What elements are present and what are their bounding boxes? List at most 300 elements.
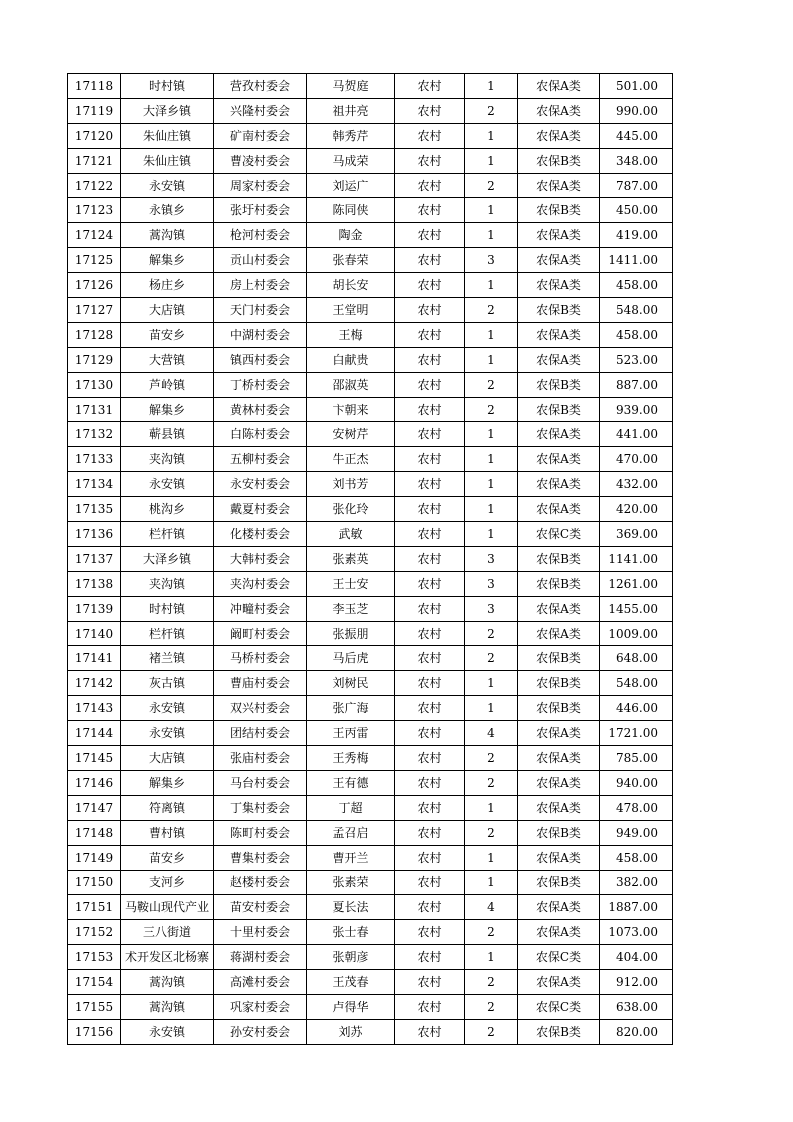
insurance-category-cell: 农保A类	[518, 273, 600, 298]
record-id-cell: 17146	[68, 770, 121, 795]
village-committee-cell: 永安村委会	[214, 472, 307, 497]
residence-type-cell: 农村	[395, 746, 465, 771]
amount-cell: 1261.00	[600, 571, 673, 596]
person-name-cell: 陈同侠	[307, 198, 395, 223]
person-name-cell: 马后虎	[307, 646, 395, 671]
record-id-cell: 17150	[68, 870, 121, 895]
record-id-cell: 17147	[68, 795, 121, 820]
table-row	[68, 596, 673, 621]
person-name-cell: 张广海	[307, 696, 395, 721]
amount-cell: 648.00	[600, 646, 673, 671]
record-id-cell: 17137	[68, 546, 121, 571]
insurance-category-cell: 农保A类	[518, 621, 600, 646]
town-cell: 褚兰镇	[121, 646, 214, 671]
village-committee-cell: 夹沟村委会	[214, 571, 307, 596]
record-id-cell: 17145	[68, 746, 121, 771]
person-name-cell: 丁超	[307, 795, 395, 820]
household-count-cell: 1	[465, 472, 518, 497]
household-count-cell: 2	[465, 1019, 518, 1044]
amount-cell: 939.00	[600, 397, 673, 422]
amount-cell: 1455.00	[600, 596, 673, 621]
table-row	[68, 970, 673, 995]
amount-cell: 458.00	[600, 845, 673, 870]
household-count-cell: 1	[465, 74, 518, 99]
record-id-cell: 17140	[68, 621, 121, 646]
record-id-cell: 17148	[68, 820, 121, 845]
village-committee-cell: 张庙村委会	[214, 746, 307, 771]
residence-type-cell: 农村	[395, 273, 465, 298]
residence-type-cell: 农村	[395, 970, 465, 995]
household-count-cell: 3	[465, 546, 518, 571]
residence-type-cell: 农村	[395, 994, 465, 1019]
residence-type-cell: 农村	[395, 770, 465, 795]
record-id-cell: 17118	[68, 74, 121, 99]
table-row	[68, 223, 673, 248]
village-committee-cell: 马台村委会	[214, 770, 307, 795]
household-count-cell: 4	[465, 721, 518, 746]
record-id-cell: 17122	[68, 173, 121, 198]
household-count-cell: 2	[465, 98, 518, 123]
insurance-category-cell: 农保B类	[518, 198, 600, 223]
table-row	[68, 98, 673, 123]
residence-type-cell: 农村	[395, 422, 465, 447]
amount-cell: 548.00	[600, 298, 673, 323]
person-name-cell: 陶金	[307, 223, 395, 248]
table-row	[68, 74, 673, 99]
person-name-cell: 刘运广	[307, 173, 395, 198]
insurance-category-cell: 农保A类	[518, 920, 600, 945]
amount-cell: 787.00	[600, 173, 673, 198]
insurance-category-cell: 农保A类	[518, 223, 600, 248]
record-id-cell: 17121	[68, 148, 121, 173]
insurance-category-cell: 农保A类	[518, 970, 600, 995]
amount-cell: 912.00	[600, 970, 673, 995]
record-id-cell: 17149	[68, 845, 121, 870]
table-row	[68, 945, 673, 970]
insurance-category-cell: 农保A类	[518, 895, 600, 920]
village-committee-cell: 房上村委会	[214, 273, 307, 298]
insurance-category-cell: 农保A类	[518, 74, 600, 99]
residence-type-cell: 农村	[395, 945, 465, 970]
person-name-cell: 张素英	[307, 546, 395, 571]
table-row	[68, 571, 673, 596]
residence-type-cell: 农村	[395, 123, 465, 148]
village-committee-cell: 孙安村委会	[214, 1019, 307, 1044]
village-committee-cell: 巩家村委会	[214, 994, 307, 1019]
town-cell: 蒿沟镇	[121, 994, 214, 1019]
village-committee-cell: 大韩村委会	[214, 546, 307, 571]
household-count-cell: 1	[465, 497, 518, 522]
residence-type-cell: 农村	[395, 1019, 465, 1044]
household-count-cell: 3	[465, 571, 518, 596]
amount-cell: 638.00	[600, 994, 673, 1019]
village-committee-cell: 贡山村委会	[214, 248, 307, 273]
table-row	[68, 621, 673, 646]
amount-cell: 478.00	[600, 795, 673, 820]
household-count-cell: 1	[465, 671, 518, 696]
person-name-cell: 马贺庭	[307, 74, 395, 99]
record-id-cell: 17135	[68, 497, 121, 522]
table-row	[68, 671, 673, 696]
record-id-cell: 17128	[68, 322, 121, 347]
town-cell: 朱仙庄镇	[121, 123, 214, 148]
village-committee-cell: 曹庙村委会	[214, 671, 307, 696]
person-name-cell: 王茂春	[307, 970, 395, 995]
person-name-cell: 韩秀芹	[307, 123, 395, 148]
person-name-cell: 卢得华	[307, 994, 395, 1019]
amount-cell: 458.00	[600, 273, 673, 298]
insurance-category-cell: 农保A类	[518, 845, 600, 870]
town-cell: 支河乡	[121, 870, 214, 895]
town-cell: 永安镇	[121, 472, 214, 497]
town-cell: 大泽乡镇	[121, 546, 214, 571]
household-count-cell: 2	[465, 298, 518, 323]
insurance-category-cell: 农保B类	[518, 671, 600, 696]
amount-cell: 445.00	[600, 123, 673, 148]
residence-type-cell: 农村	[395, 248, 465, 273]
household-count-cell: 3	[465, 596, 518, 621]
village-committee-cell: 团结村委会	[214, 721, 307, 746]
town-cell: 大营镇	[121, 347, 214, 372]
town-cell: 蒿沟镇	[121, 970, 214, 995]
household-count-cell: 1	[465, 123, 518, 148]
village-committee-cell: 兴隆村委会	[214, 98, 307, 123]
amount-cell: 820.00	[600, 1019, 673, 1044]
table-row	[68, 273, 673, 298]
table-row	[68, 721, 673, 746]
town-cell: 蕲县镇	[121, 422, 214, 447]
person-name-cell: 张化玲	[307, 497, 395, 522]
village-committee-cell: 周家村委会	[214, 173, 307, 198]
table-row	[68, 322, 673, 347]
insurance-category-cell: 农保A类	[518, 422, 600, 447]
insurance-category-cell: 农保A类	[518, 347, 600, 372]
amount-cell: 419.00	[600, 223, 673, 248]
amount-cell: 432.00	[600, 472, 673, 497]
person-name-cell: 王有德	[307, 770, 395, 795]
person-name-cell: 胡长安	[307, 273, 395, 298]
table-row	[68, 397, 673, 422]
table-row	[68, 920, 673, 945]
town-cell: 解集乡	[121, 248, 214, 273]
town-cell: 苗安乡	[121, 322, 214, 347]
person-name-cell: 张素荣	[307, 870, 395, 895]
record-id-cell: 17143	[68, 696, 121, 721]
village-committee-cell: 十里村委会	[214, 920, 307, 945]
table-row	[68, 646, 673, 671]
town-cell: 栏杆镇	[121, 522, 214, 547]
town-cell: 马鞍山现代产业	[121, 895, 214, 920]
person-name-cell: 张士春	[307, 920, 395, 945]
village-committee-cell: 营孜村委会	[214, 74, 307, 99]
insurance-category-cell: 农保A类	[518, 795, 600, 820]
insurance-category-cell: 农保A类	[518, 472, 600, 497]
village-committee-cell: 苗安村委会	[214, 895, 307, 920]
residence-type-cell: 农村	[395, 920, 465, 945]
town-cell: 永安镇	[121, 1019, 214, 1044]
household-count-cell: 1	[465, 347, 518, 372]
amount-cell: 1141.00	[600, 546, 673, 571]
village-committee-cell: 化楼村委会	[214, 522, 307, 547]
village-committee-cell: 曹集村委会	[214, 845, 307, 870]
village-committee-cell: 马桥村委会	[214, 646, 307, 671]
record-id-cell: 17125	[68, 248, 121, 273]
village-committee-cell: 矿南村委会	[214, 123, 307, 148]
record-id-cell: 17136	[68, 522, 121, 547]
table-row	[68, 372, 673, 397]
person-name-cell: 王秀梅	[307, 746, 395, 771]
record-id-cell: 17133	[68, 447, 121, 472]
village-committee-cell: 丁桥村委会	[214, 372, 307, 397]
town-cell: 时村镇	[121, 74, 214, 99]
person-name-cell: 王梅	[307, 322, 395, 347]
village-committee-cell: 蒋湖村委会	[214, 945, 307, 970]
table-row	[68, 522, 673, 547]
table-row	[68, 472, 673, 497]
person-name-cell: 王堂明	[307, 298, 395, 323]
residence-type-cell: 农村	[395, 447, 465, 472]
amount-cell: 470.00	[600, 447, 673, 472]
insurance-category-cell: 农保C类	[518, 994, 600, 1019]
record-id-cell: 17142	[68, 671, 121, 696]
person-name-cell: 王士安	[307, 571, 395, 596]
record-id-cell: 17131	[68, 397, 121, 422]
town-cell: 大店镇	[121, 746, 214, 771]
person-name-cell: 张朝彦	[307, 945, 395, 970]
insurance-category-cell: 农保C类	[518, 522, 600, 547]
town-cell: 时村镇	[121, 596, 214, 621]
residence-type-cell: 农村	[395, 148, 465, 173]
village-committee-cell: 陈町村委会	[214, 820, 307, 845]
person-name-cell: 武敏	[307, 522, 395, 547]
person-name-cell: 张振朋	[307, 621, 395, 646]
town-cell: 苗安乡	[121, 845, 214, 870]
record-id-cell: 17141	[68, 646, 121, 671]
record-id-cell: 17130	[68, 372, 121, 397]
household-count-cell: 1	[465, 273, 518, 298]
household-count-cell: 2	[465, 770, 518, 795]
town-cell: 芦岭镇	[121, 372, 214, 397]
amount-cell: 441.00	[600, 422, 673, 447]
insurance-category-cell: 农保B类	[518, 646, 600, 671]
table-row	[68, 198, 673, 223]
amount-cell: 1721.00	[600, 721, 673, 746]
insurance-category-cell: 农保B类	[518, 298, 600, 323]
residence-type-cell: 农村	[395, 74, 465, 99]
insurance-category-cell: 农保A类	[518, 447, 600, 472]
table-row	[68, 746, 673, 771]
town-cell: 解集乡	[121, 397, 214, 422]
household-count-cell: 3	[465, 248, 518, 273]
record-id-cell: 17139	[68, 596, 121, 621]
household-count-cell: 1	[465, 870, 518, 895]
record-id-cell: 17127	[68, 298, 121, 323]
insurance-category-cell: 农保A类	[518, 596, 600, 621]
household-count-cell: 1	[465, 198, 518, 223]
roster-body	[68, 74, 673, 1045]
table-row	[68, 770, 673, 795]
amount-cell: 785.00	[600, 746, 673, 771]
amount-cell: 450.00	[600, 198, 673, 223]
town-cell: 术开发区北杨寨	[121, 945, 214, 970]
residence-type-cell: 农村	[395, 472, 465, 497]
insurance-category-cell: 农保B类	[518, 870, 600, 895]
household-count-cell: 2	[465, 372, 518, 397]
amount-cell: 420.00	[600, 497, 673, 522]
person-name-cell: 张春荣	[307, 248, 395, 273]
table-row	[68, 696, 673, 721]
residence-type-cell: 农村	[395, 497, 465, 522]
residence-type-cell: 农村	[395, 795, 465, 820]
record-id-cell: 17154	[68, 970, 121, 995]
amount-cell: 1073.00	[600, 920, 673, 945]
town-cell: 灰古镇	[121, 671, 214, 696]
residence-type-cell: 农村	[395, 223, 465, 248]
village-committee-cell: 黄林村委会	[214, 397, 307, 422]
village-committee-cell: 枪河村委会	[214, 223, 307, 248]
record-id-cell: 17123	[68, 198, 121, 223]
person-name-cell: 祖井亮	[307, 98, 395, 123]
amount-cell: 548.00	[600, 671, 673, 696]
person-name-cell: 孟召启	[307, 820, 395, 845]
record-id-cell: 17151	[68, 895, 121, 920]
residence-type-cell: 农村	[395, 198, 465, 223]
table-row	[68, 497, 673, 522]
household-count-cell: 2	[465, 820, 518, 845]
person-name-cell: 李玉芝	[307, 596, 395, 621]
town-cell: 永安镇	[121, 721, 214, 746]
person-name-cell: 王丙雷	[307, 721, 395, 746]
amount-cell: 887.00	[600, 372, 673, 397]
town-cell: 夹沟镇	[121, 447, 214, 472]
village-committee-cell: 五柳村委会	[214, 447, 307, 472]
amount-cell: 348.00	[600, 148, 673, 173]
household-count-cell: 1	[465, 322, 518, 347]
residence-type-cell: 农村	[395, 845, 465, 870]
insurance-category-cell: 农保A类	[518, 322, 600, 347]
person-name-cell: 刘苏	[307, 1019, 395, 1044]
amount-cell: 404.00	[600, 945, 673, 970]
insurance-category-cell: 农保B类	[518, 372, 600, 397]
household-count-cell: 1	[465, 795, 518, 820]
household-count-cell: 2	[465, 994, 518, 1019]
insurance-category-cell: 农保B类	[518, 148, 600, 173]
residence-type-cell: 农村	[395, 298, 465, 323]
town-cell: 栏杆镇	[121, 621, 214, 646]
person-name-cell: 卞朝来	[307, 397, 395, 422]
record-id-cell: 17155	[68, 994, 121, 1019]
residence-type-cell: 农村	[395, 347, 465, 372]
person-name-cell: 白献贵	[307, 347, 395, 372]
residence-type-cell: 农村	[395, 372, 465, 397]
table-row	[68, 123, 673, 148]
town-cell: 解集乡	[121, 770, 214, 795]
amount-cell: 1009.00	[600, 621, 673, 646]
amount-cell: 501.00	[600, 74, 673, 99]
amount-cell: 523.00	[600, 347, 673, 372]
table-row	[68, 447, 673, 472]
village-committee-cell: 天门村委会	[214, 298, 307, 323]
person-name-cell: 邵淑英	[307, 372, 395, 397]
insurance-category-cell: 农保C类	[518, 945, 600, 970]
table-row	[68, 347, 673, 372]
amount-cell: 990.00	[600, 98, 673, 123]
insurance-category-cell: 农保A类	[518, 497, 600, 522]
village-committee-cell: 高滩村委会	[214, 970, 307, 995]
household-count-cell: 1	[465, 422, 518, 447]
amount-cell: 369.00	[600, 522, 673, 547]
town-cell: 大店镇	[121, 298, 214, 323]
insurance-category-cell: 农保B类	[518, 1019, 600, 1044]
record-id-cell: 17153	[68, 945, 121, 970]
residence-type-cell: 农村	[395, 546, 465, 571]
village-committee-cell: 丁集村委会	[214, 795, 307, 820]
residence-type-cell: 农村	[395, 621, 465, 646]
person-name-cell: 马成荣	[307, 148, 395, 173]
insurance-category-cell: 农保B类	[518, 546, 600, 571]
insurance-category-cell: 农保B类	[518, 820, 600, 845]
insurance-category-cell: 农保B类	[518, 397, 600, 422]
residence-type-cell: 农村	[395, 721, 465, 746]
amount-cell: 1887.00	[600, 895, 673, 920]
person-name-cell: 刘树民	[307, 671, 395, 696]
household-count-cell: 1	[465, 845, 518, 870]
household-count-cell: 1	[465, 447, 518, 472]
table-row	[68, 148, 673, 173]
town-cell: 夹沟镇	[121, 571, 214, 596]
village-committee-cell: 阚町村委会	[214, 621, 307, 646]
household-count-cell: 1	[465, 945, 518, 970]
insurance-category-cell: 农保B类	[518, 571, 600, 596]
residence-type-cell: 农村	[395, 671, 465, 696]
residence-type-cell: 农村	[395, 870, 465, 895]
residence-type-cell: 农村	[395, 173, 465, 198]
record-id-cell: 17120	[68, 123, 121, 148]
person-name-cell: 牛正杰	[307, 447, 395, 472]
residence-type-cell: 农村	[395, 522, 465, 547]
residence-type-cell: 农村	[395, 596, 465, 621]
household-count-cell: 1	[465, 148, 518, 173]
person-name-cell: 曹开兰	[307, 845, 395, 870]
table-row	[68, 820, 673, 845]
table-row	[68, 546, 673, 571]
town-cell: 蒿沟镇	[121, 223, 214, 248]
record-id-cell: 17144	[68, 721, 121, 746]
insurance-category-cell: 农保A类	[518, 770, 600, 795]
residence-type-cell: 农村	[395, 820, 465, 845]
residence-type-cell: 农村	[395, 696, 465, 721]
amount-cell: 446.00	[600, 696, 673, 721]
table-row	[68, 1019, 673, 1044]
amount-cell: 382.00	[600, 870, 673, 895]
village-committee-cell: 白陈村委会	[214, 422, 307, 447]
village-committee-cell: 张圩村委会	[214, 198, 307, 223]
insurance-category-cell: 农保A类	[518, 746, 600, 771]
record-id-cell: 17138	[68, 571, 121, 596]
insurance-category-cell: 农保A类	[518, 248, 600, 273]
household-count-cell: 2	[465, 970, 518, 995]
village-committee-cell: 戴夏村委会	[214, 497, 307, 522]
table-row	[68, 870, 673, 895]
town-cell: 三八街道	[121, 920, 214, 945]
record-id-cell: 17156	[68, 1019, 121, 1044]
table-row	[68, 248, 673, 273]
household-count-cell: 4	[465, 895, 518, 920]
table-row	[68, 298, 673, 323]
residence-type-cell: 农村	[395, 98, 465, 123]
town-cell: 曹村镇	[121, 820, 214, 845]
amount-cell: 949.00	[600, 820, 673, 845]
